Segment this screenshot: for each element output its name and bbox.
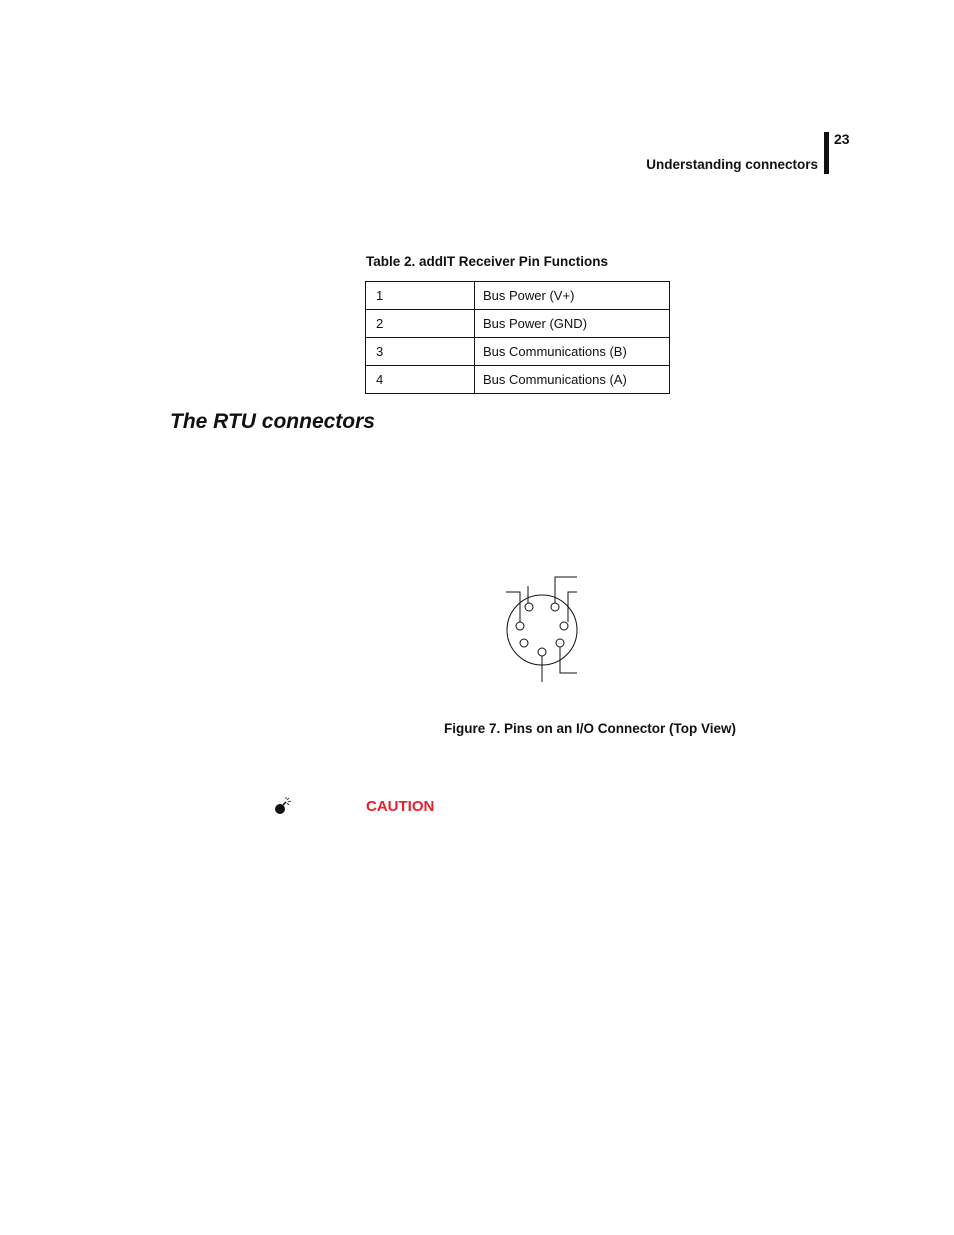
pin-circle (551, 603, 559, 611)
pin-function-cell: Bus Communications (B) (475, 338, 670, 366)
connector-outline (507, 595, 577, 665)
section-title: The RTU connectors (170, 410, 375, 433)
header-bar (824, 132, 829, 174)
pin-function-cell: Bus Power (V+) (475, 282, 670, 310)
pin-leader-line (560, 647, 577, 673)
page-number: 23 (834, 131, 850, 147)
pin-function-cell: Bus Communications (A) (475, 366, 670, 394)
pin-circle (556, 639, 564, 647)
pin-circle (516, 622, 524, 630)
figure-caption: Figure 7. Pins on an I/O Connector (Top View) (444, 721, 737, 736)
table-row (366, 366, 670, 394)
caution-label: CAUTION (366, 798, 435, 815)
pin-number-cell: 2 (366, 310, 475, 338)
pin-circle (525, 603, 533, 611)
table-caption: Table 2. addIT Receiver Pin Functions (366, 254, 609, 269)
table-row (366, 338, 670, 366)
pin-function-cell: Bus Power (GND) (475, 310, 670, 338)
table-row (366, 282, 670, 310)
bomb-icon (273, 797, 293, 817)
pin-circle (520, 639, 528, 647)
table-row (366, 310, 670, 338)
pin-leader-line (568, 592, 577, 622)
pin-circle (538, 648, 546, 656)
pin-leader-line (506, 592, 520, 622)
pin-number-cell: 1 (366, 282, 475, 310)
connector-diagram (500, 570, 590, 690)
pin-number-cell: 3 (366, 338, 475, 366)
pin-circle (560, 622, 568, 630)
pin-functions-table (365, 281, 670, 394)
running-header: Understanding connectors (646, 157, 818, 172)
pin-number-cell: 4 (366, 366, 475, 394)
